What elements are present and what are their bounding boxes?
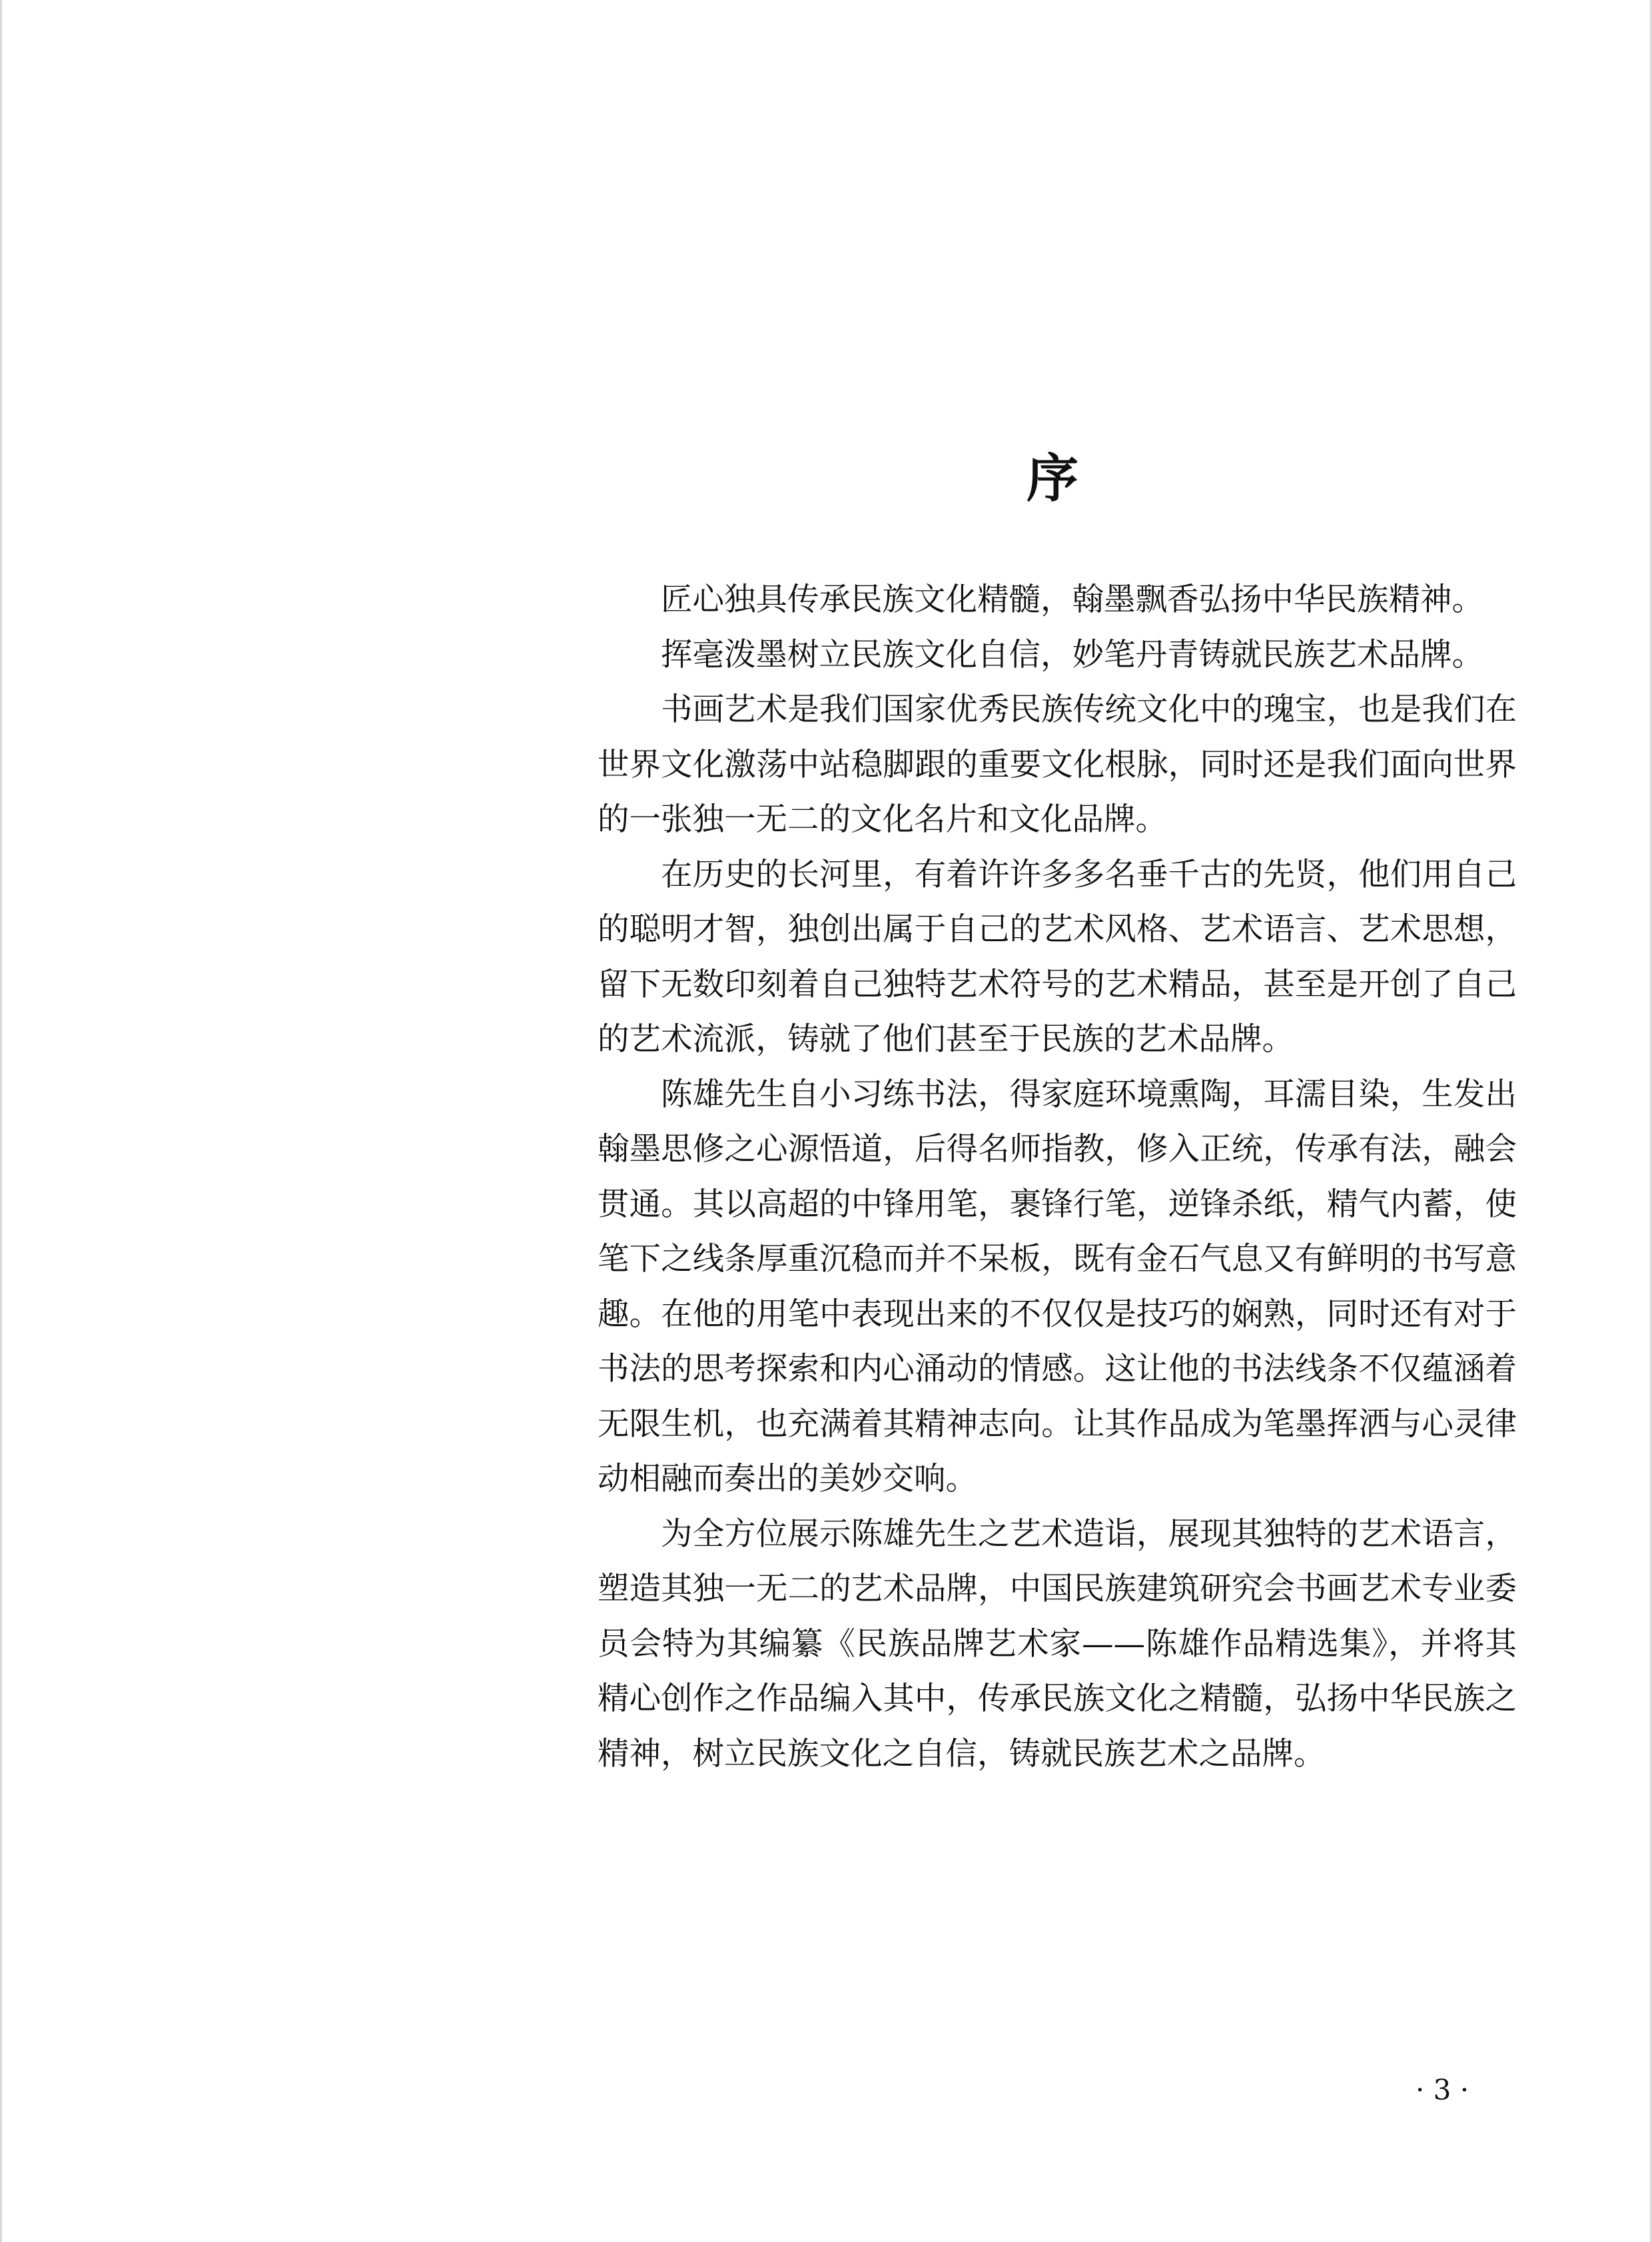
paragraph-4: 在历史的长河里，有着许许多多名垂千古的先贤，他们用自己的聪明才智，独创出属于自己的艺术风格、艺术语言、艺术思想，留下无数印刻着自己独特艺术符号的艺术精品，甚至是开创了自己的艺术流派，铸就了他们甚至于民族的艺术品牌。 (598, 856, 1517, 1058)
page-number: · 3 · (1415, 2073, 1469, 2106)
paragraph-1: 匠心独具传承民族文化精髓，翰墨飘香弘扬中华民族精神。 (661, 581, 1483, 618)
paragraph-6: 为全方位展示陈雄先生之艺术造诣，展现其独特的艺术语言，塑造其独一无二的艺术品牌，中国民族建筑研究会书画艺术专业委员会特为其编纂《民族品牌艺术家——陈雄作品精选集》，并将其精心创作之作品编入其中，传承民族文化之精髓，弘扬中华民族之精神，树立民族文化之自信，铸就民族艺术之品牌。 (598, 1515, 1517, 1772)
paragraph-3: 书画艺术是我们国家优秀民族传统文化中的瑰宝，也是我们在世界文化激荡中站稳脚跟的重要文化根脉，同时还是我们面向世界的一张独一无二的文化名片和文化品牌。 (598, 691, 1517, 838)
paragraph-2: 挥毫泼墨树立民族文化自信，妙笔丹青铸就民族艺术品牌。 (661, 636, 1483, 673)
page-edge-left (0, 0, 2, 2242)
page-title: 序 (1026, 449, 1078, 510)
preface-body (598, 573, 1517, 1782)
paragraph-5: 陈雄先生自小习练书法，得家庭环境熏陶，耳濡目染，生发出翰墨思修之心源悟道，后得名师指教，修入正统，传承有法，融会贯通。其以高超的中锋用笔，裹锋行笔，逆锋杀纸，精气内蓄，使笔下之线条厚重沉稳而并不呆板，既有金石气息又有鲜明的书写意趣。在他的用笔中表现出来的不仅仅是技巧的娴熟，同时还有对于书法的思考探索和内心涌动的情感。这让他的书法线条不仅蕴涵着无限生机，也充满着其精神志向。让其作品成为笔墨挥洒与心灵律动相融而奏出的美妙交响。 (598, 1076, 1517, 1497)
